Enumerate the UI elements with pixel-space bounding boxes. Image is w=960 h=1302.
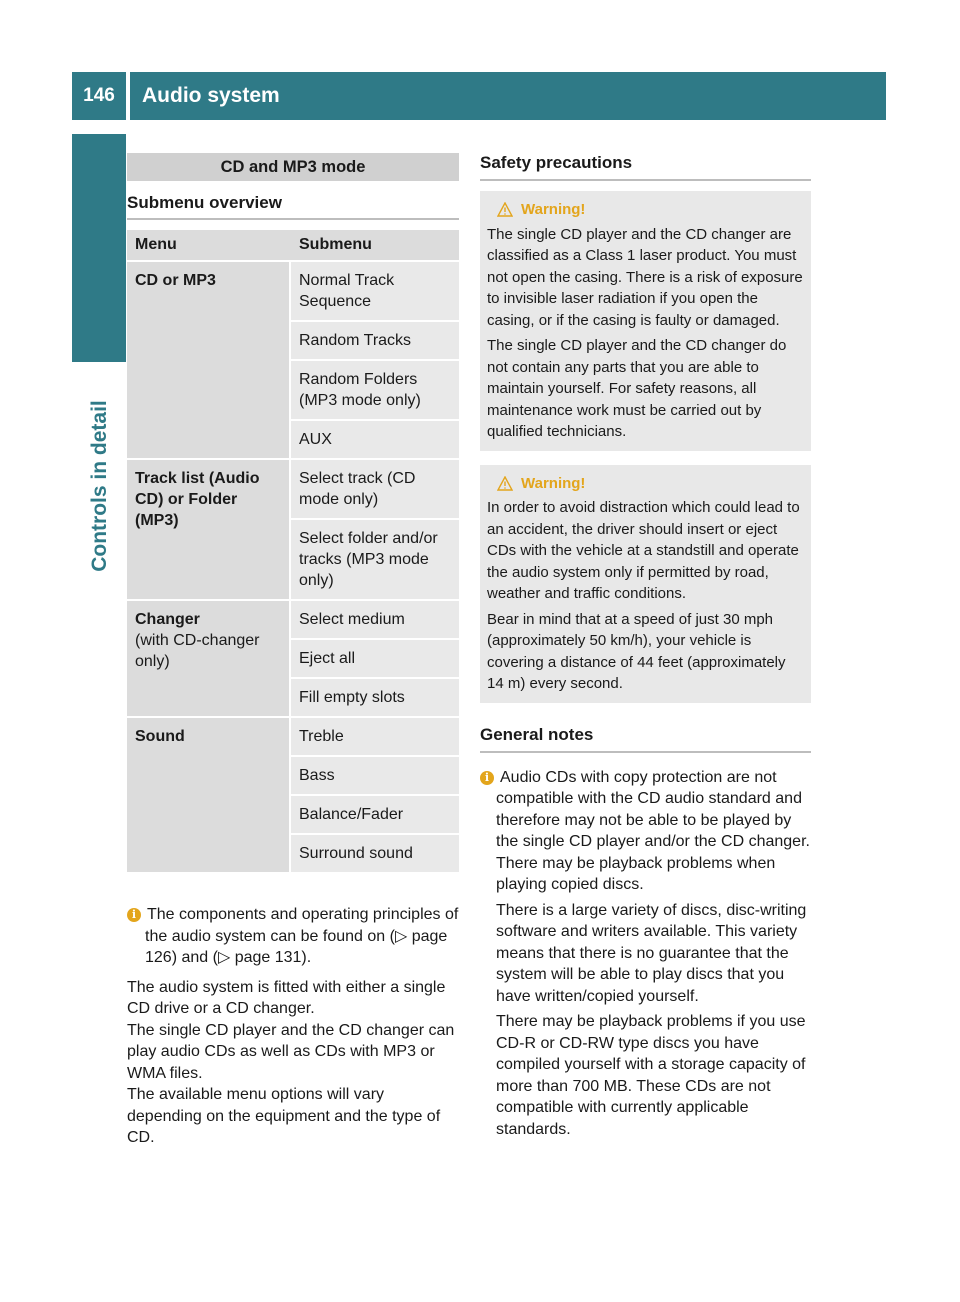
submenu-heading: Submenu overview [127, 193, 459, 220]
body-paragraph: The single CD player and the CD changer can play audio CDs as well as CDs with MP3 or WMA files. [127, 1021, 455, 1082]
submenu-body [127, 262, 459, 874]
col-menu-header: Menu [127, 230, 291, 262]
table-row [127, 460, 459, 520]
page-header [72, 72, 886, 120]
general-notes-heading: General notes [480, 725, 811, 753]
chapter-title: Audio system [142, 84, 280, 107]
submenu-cell: Random Folders (MP3 mode only) [291, 361, 459, 421]
col-submenu-header: Submenu [291, 230, 459, 262]
general-note-text: Audio CDs with copy protection are not compatible with the CD audio standard and therefore may not be able to be played by the single CD player and/or the CD changer. There may be playback problems when playing copied discs. [496, 768, 810, 893]
submenu-cell: Eject all [291, 640, 459, 679]
warning-title [487, 473, 804, 495]
submenu-cell: Random Tracks [291, 322, 459, 361]
warning-box [480, 191, 811, 451]
table-row [127, 262, 459, 322]
submenu-cell: Surround sound [291, 835, 459, 874]
submenu-cell: Balance/Fader [291, 796, 459, 835]
section-title: CD and MP3 mode [127, 153, 459, 181]
warning-title-text: Warning! [521, 201, 586, 218]
warning-triangle-icon [497, 202, 513, 217]
right-column [480, 153, 811, 1144]
menu-cell [127, 460, 291, 601]
submenu-table [127, 230, 459, 874]
submenu-cell: Select track (CD mode only) [291, 460, 459, 520]
submenu-cell: Select folder and/or tracks (MP3 mode only) [291, 520, 459, 601]
menu-label: CD or MP3 [135, 272, 216, 289]
table-header-row [127, 230, 459, 262]
safety-heading: Safety precautions [480, 153, 811, 181]
side-tab [72, 134, 126, 362]
body-paragraph: The audio system is fitted with either a single CD drive or a CD changer. [127, 978, 446, 1017]
warning-paragraph: In order to avoid distraction which could lead to an accident, the driver should insert or eject CDs with the vehicle at a standstill and operate the audio system only if permitted by road, weather and traffic conditions. [487, 499, 800, 602]
info-note-text: The components and operating principles of the audio system can be found on (▷ page 126) and (▷ page 131). [145, 906, 459, 966]
page-number: 146 [83, 85, 115, 106]
warning-title-text: Warning! [521, 474, 586, 492]
general-note-paragraph [484, 767, 811, 896]
submenu-cell: Fill empty slots [291, 679, 459, 718]
menu-label: Track list (Audio CD) or Folder (MP3) [135, 470, 260, 529]
left-column [127, 153, 459, 1149]
warning-paragraph: The single CD player and the CD changer do not contain any parts that you are able to maintain yourself. For safety reasons, all maintenance work must be carried out by qualified technicians. [487, 337, 787, 440]
warning-paragraph: The single CD player and the CD changer are classified as a Class 1 laser product. You must not open the casing. There is a risk of exposure to invisible laser radiation if you open the casing, or if the casing is faulty or damaged. [487, 225, 803, 329]
warning-title [487, 199, 804, 221]
side-label-text: Controls in detail [88, 400, 111, 572]
menu-cell [127, 601, 291, 718]
general-notes [480, 767, 811, 1141]
general-note-paragraph: There may be playback problems if you use CD-R or CD-RW type discs you have compiled yourself with a storage capacity of more than 700 MB. These CDs are not compatible with currently applicable standards. [496, 1013, 806, 1138]
submenu-cell: Bass [291, 757, 459, 796]
submenu-cell: Select medium [291, 601, 459, 640]
body-text [127, 977, 459, 1149]
info-icon: i [480, 771, 494, 785]
table-row [127, 718, 459, 757]
menu-label: Sound [135, 728, 185, 745]
submenu-cell: AUX [291, 421, 459, 460]
submenu-cell: Treble [291, 718, 459, 757]
info-icon: i [127, 908, 141, 922]
side-label [80, 362, 120, 622]
general-note-paragraph: There is a large variety of discs, disc-writing software and writers available. This variety means that there is no guarantee that the system will be able to play discs that you have written/copied yourself. [496, 901, 807, 1005]
warning-triangle-icon [497, 476, 513, 491]
menu-label: Changer [135, 611, 200, 628]
body-paragraph: The available menu options will vary depending on the equipment and the type of CD. [127, 1086, 441, 1146]
info-note [127, 904, 459, 969]
menu-note: (with CD-changer only) [135, 632, 260, 670]
menu-cell [127, 718, 291, 874]
warning-box [480, 465, 811, 703]
warning-paragraph: Bear in mind that at a speed of just 30 mph (approximately 50 km/h), your vehicle is covering a distance of 44 feet (approximately 14 m) every second. [487, 610, 786, 692]
menu-cell [127, 262, 291, 460]
table-row [127, 601, 459, 640]
submenu-cell: Normal Track Sequence [291, 262, 459, 322]
